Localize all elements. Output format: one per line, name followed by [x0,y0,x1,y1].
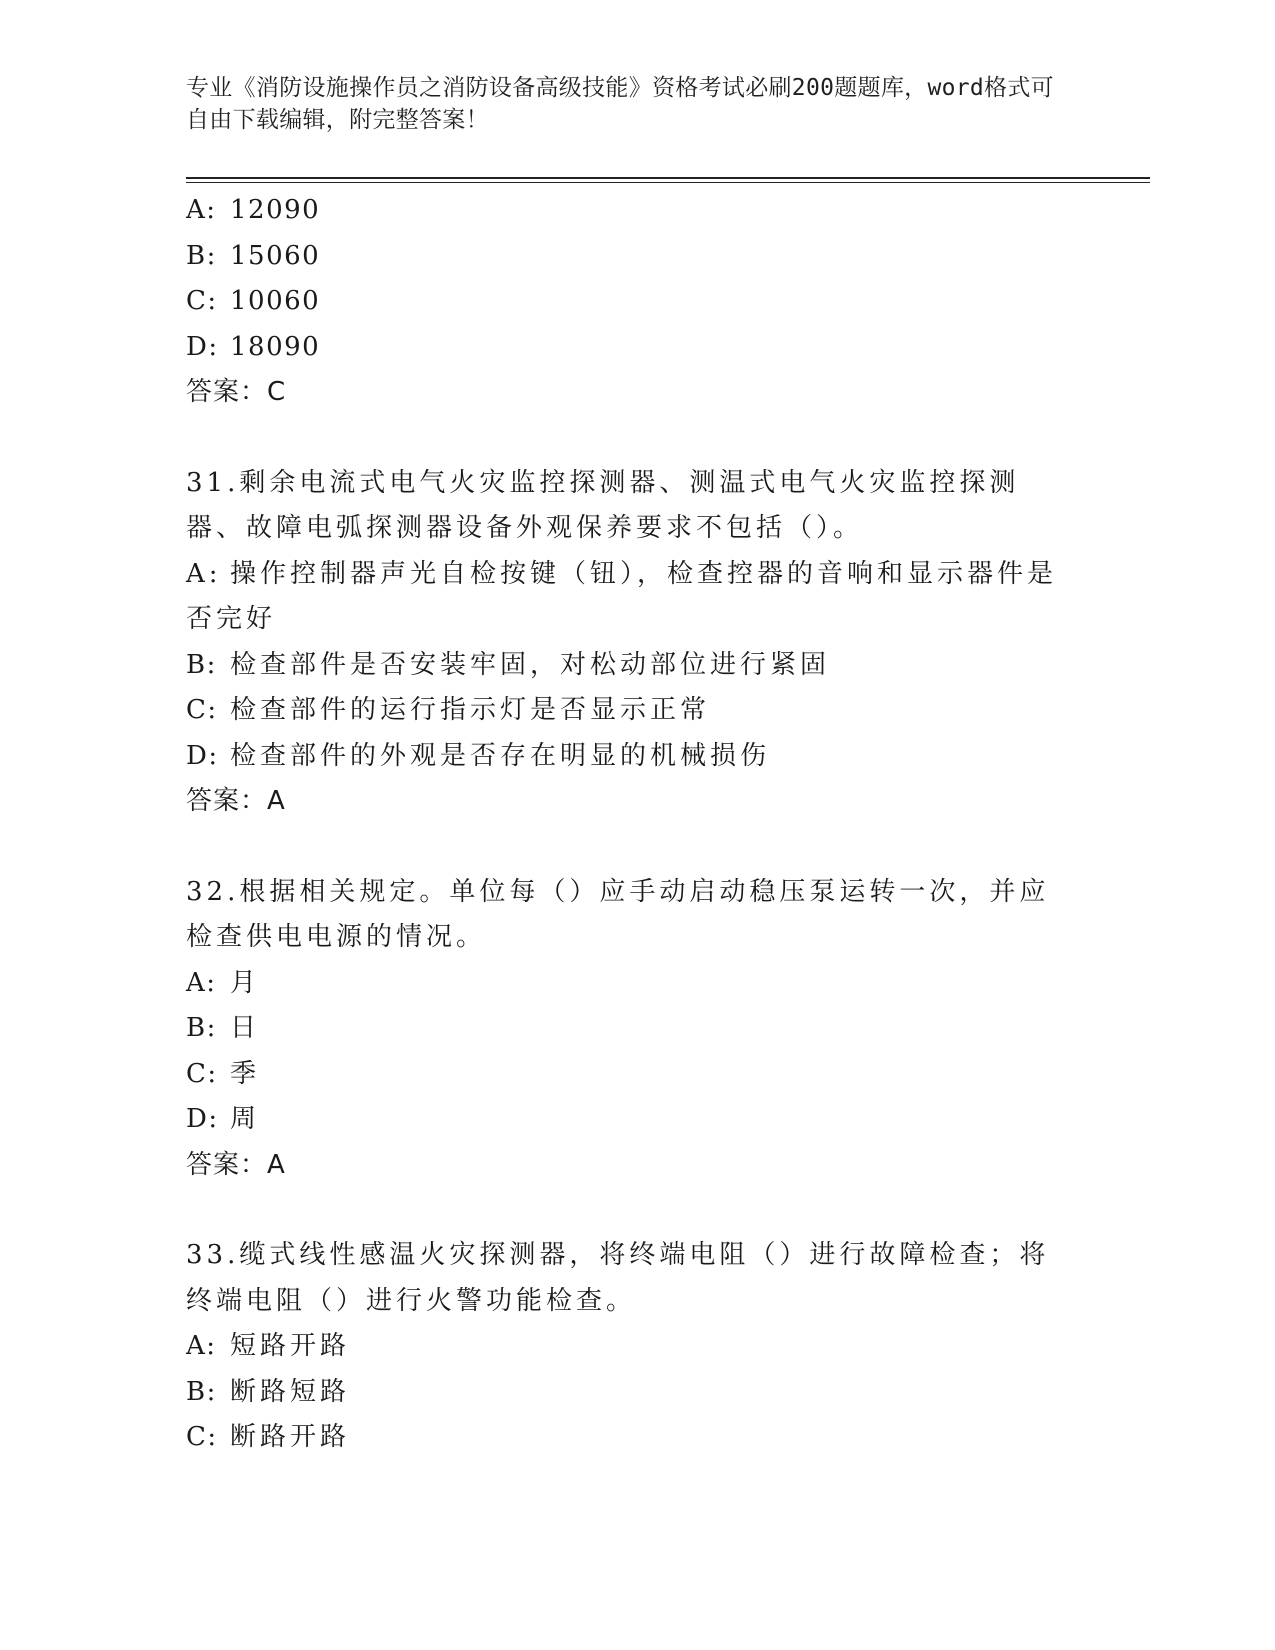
question-text: 32.根据相关规定。单位每（）应手动启动稳压泵运转一次，并应检查供电电源的情况。 [186,876,1050,952]
option-d [186,734,1086,780]
question-text: 33.缆式线性感温火灾探测器，将终端电阻（）进行故障检查；将终端电阻（）进行火警功能检查。 [186,1240,1050,1316]
option-letter: B: [186,240,217,271]
option-text: 日 [230,1013,261,1043]
option-b [186,1006,1086,1052]
option-letter: C: [186,695,218,725]
option-text: 断路短路 [230,1376,351,1407]
option-c [186,688,1086,734]
option-text: 断路开路 [230,1422,351,1452]
option-b [186,234,1086,280]
question-text: 31.剩余电流式电气火灾监控探测器、测温式电气火灾监控探测器、故障电弧探测器设备外观保养要求不包括（）。 [186,467,1020,543]
question-32 [186,870,1086,1189]
option-letter: A: [186,967,217,998]
option-text: 检查部件的运行指示灯是否显示正常 [230,695,711,725]
option-letter: C: [186,1422,218,1452]
option-text: 18090 [230,331,321,362]
option-letter: B: [186,1376,217,1407]
option-a [186,188,1086,234]
option-letter: B: [186,1013,217,1043]
question-31 [186,461,1086,825]
header-divider-thin [186,182,1150,183]
question-33 [186,1233,1086,1461]
option-letter: D: [186,331,219,362]
option-b [186,643,1086,689]
option-text: 12090 [230,195,321,225]
option-b [186,1370,1086,1416]
option-letter: A: [186,558,222,589]
option-text: 15060 [230,240,321,271]
option-letter: A: [186,195,217,225]
option-text: 检查部件是否安装牢固，对松动部位进行紧固 [230,649,831,680]
option-text: 检查部件的外观是否存在明显的机械损伤 [230,740,771,771]
option-d [186,325,1086,371]
option-text: 周 [230,1104,261,1134]
question-content [186,188,1086,1461]
option-letter: D: [186,740,219,771]
option-d [186,1097,1086,1143]
option-text: 操作控制器声光自检按键（钮），检查控器的音响和显示器件是否完好 [186,558,1058,634]
option-letter: C: [186,1058,218,1089]
option-c [186,279,1086,325]
option-letter: C: [186,286,218,316]
option-letter: A: [186,1331,217,1361]
option-a [186,552,1066,643]
option-text: 10060 [230,286,321,316]
header-divider-thick [186,177,1150,179]
option-text: 季 [230,1058,261,1089]
answer-label: 答案：C [186,377,287,407]
answer-label: 答案：A [186,1149,286,1180]
option-letter: D: [186,1104,219,1134]
option-c [186,1052,1086,1098]
option-a [186,1324,1086,1370]
option-c [186,1415,1086,1461]
prev-question-options [186,188,1086,416]
option-text: 短路开路 [230,1331,351,1361]
page-header-title: 专业《消防设施操作员之消防设备高级技能》资格考试必刷200题题库，word格式可自由下载编辑，附完整答案！ [186,75,1054,133]
option-a [186,961,1086,1007]
answer-label: 答案：A [186,786,286,816]
option-text: 月 [230,967,261,998]
option-letter: B: [186,649,217,680]
